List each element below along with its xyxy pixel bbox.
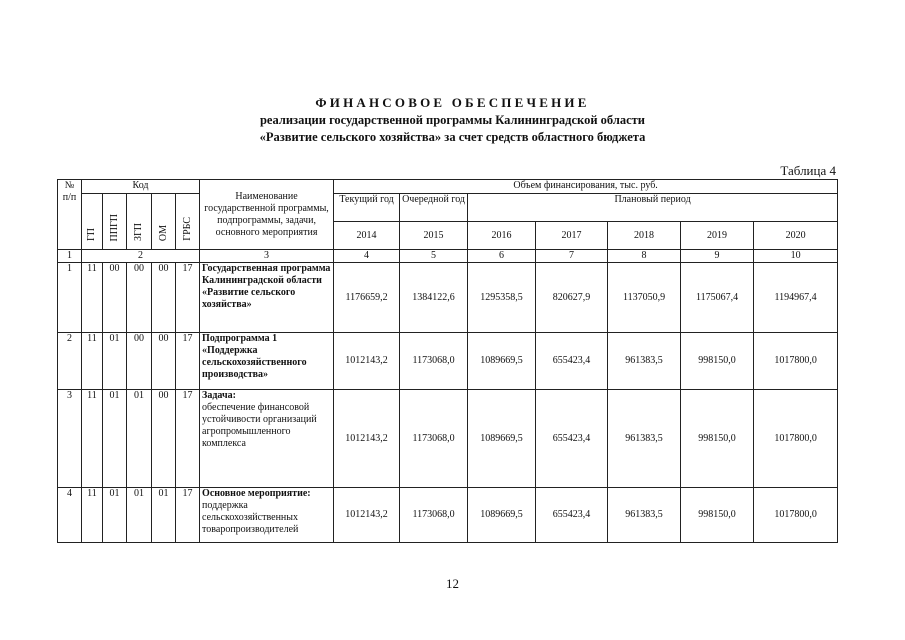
- header-next-year: Очередной год: [400, 194, 468, 222]
- value-cell: 961383,5: [608, 488, 681, 543]
- value-cell: 1175067,4: [681, 263, 754, 333]
- header-current-year: Текущий год: [334, 194, 400, 222]
- header-code-zgp: ЗГП: [127, 194, 152, 250]
- code-cell: 01: [103, 333, 127, 390]
- header-row-2: [58, 194, 838, 222]
- header-num: № п/п: [58, 180, 82, 250]
- title-subtitle-2: «Развитие сельского хозяйства» за счет средств областного бюджета: [259, 130, 646, 144]
- table-row: [58, 263, 838, 333]
- value-cell: 1089669,5: [468, 390, 536, 488]
- row-number-cell: 1: [58, 263, 82, 333]
- header-volume: Объем финансирования, тыс. руб.: [334, 180, 838, 194]
- value-cell: 655423,4: [536, 488, 608, 543]
- program-name-bold: Государственная программа Калининградской области «Развитие сельского хозяйства»: [202, 263, 331, 310]
- value-cell: 1384122,6: [400, 263, 468, 333]
- code-cell: 00: [127, 263, 152, 333]
- header-code-gp: ГП: [82, 194, 103, 250]
- code-cell: 17: [176, 390, 200, 488]
- value-cell: 1089669,5: [468, 488, 536, 543]
- code-cell: 01: [103, 488, 127, 543]
- value-cell: 961383,5: [608, 333, 681, 390]
- code-cell: 01: [127, 488, 152, 543]
- row-number-cell: 3: [58, 390, 82, 488]
- program-name-bold: Подпрограмма 1 «Поддержка сельскохозяйственного производства»: [202, 333, 307, 380]
- year-cell: 2019: [681, 222, 754, 250]
- year-cell: 2020: [754, 222, 838, 250]
- value-cell: 1176659,2: [334, 263, 400, 333]
- value-cell: 1295358,5: [468, 263, 536, 333]
- colnum-cell: 2: [82, 250, 200, 263]
- header-row-1: [58, 180, 838, 194]
- value-cell: 1012143,2: [334, 488, 400, 543]
- year-cell: 2017: [536, 222, 608, 250]
- code-cell: 17: [176, 333, 200, 390]
- table-row: [58, 333, 838, 390]
- program-name-cell: [200, 390, 334, 488]
- code-cell: 11: [82, 333, 103, 390]
- header-code-grbs: ГРБС: [176, 194, 200, 250]
- program-name-text: обеспечение финансовой устойчивости организаций агропромышленного комплекса: [202, 402, 317, 449]
- code-cell: 01: [152, 488, 176, 543]
- colnum-cell: 5: [400, 250, 468, 263]
- colnum-cell: 1: [58, 250, 82, 263]
- value-cell: 1017800,0: [754, 390, 838, 488]
- code-cell: 00: [152, 390, 176, 488]
- value-cell: 1173068,0: [400, 390, 468, 488]
- year-cell: 2015: [400, 222, 468, 250]
- program-name-cell: [200, 263, 334, 333]
- header-planned-period: Плановый период: [468, 194, 838, 222]
- year-cell: 2016: [468, 222, 536, 250]
- year-cell: 2018: [608, 222, 681, 250]
- value-cell: 820627,9: [536, 263, 608, 333]
- code-cell: 00: [152, 333, 176, 390]
- title-subtitle-1: реализации государственной программы Калининградской области: [259, 113, 646, 127]
- colnum-cell: 10: [754, 250, 838, 263]
- value-cell: 998150,0: [681, 333, 754, 390]
- program-name-cell: [200, 333, 334, 390]
- value-cell: 655423,4: [536, 333, 608, 390]
- header-code-om: ОМ: [152, 194, 176, 250]
- program-name-bold: Задача:: [202, 390, 236, 401]
- value-cell: 961383,5: [608, 390, 681, 488]
- value-cell: 1089669,5: [468, 333, 536, 390]
- financing-table: [57, 179, 838, 543]
- header-code: Код: [82, 180, 200, 194]
- program-name-text: поддержка сельскохозяйственных товаропроизводителей: [202, 500, 299, 535]
- colnum-cell: 7: [536, 250, 608, 263]
- code-cell: 17: [176, 488, 200, 543]
- code-cell: 17: [176, 263, 200, 333]
- table-row: [58, 488, 838, 543]
- code-cell: 01: [127, 390, 152, 488]
- value-cell: 1017800,0: [754, 488, 838, 543]
- value-cell: 1194967,4: [754, 263, 838, 333]
- colnum-cell: 6: [468, 250, 536, 263]
- code-cell: 00: [103, 263, 127, 333]
- page-number: 12: [446, 576, 459, 591]
- code-cell: 00: [152, 263, 176, 333]
- year-cell: 2014: [334, 222, 400, 250]
- program-name-bold: Основное мероприятие:: [202, 488, 311, 499]
- code-cell: 01: [103, 390, 127, 488]
- code-cell: 11: [82, 488, 103, 543]
- table-label: Таблица 4: [780, 163, 836, 178]
- colnum-cell: 3: [200, 250, 334, 263]
- header-name: Наименование государственной программы, подпрограммы, задачи, основного мероприятия: [200, 180, 334, 250]
- value-cell: 1173068,0: [400, 333, 468, 390]
- value-cell: 1012143,2: [334, 333, 400, 390]
- value-cell: 998150,0: [681, 488, 754, 543]
- colnum-cell: 9: [681, 250, 754, 263]
- document-title: [0, 94, 905, 146]
- code-cell: 00: [127, 333, 152, 390]
- value-cell: 998150,0: [681, 390, 754, 488]
- code-cell: 11: [82, 263, 103, 333]
- colnum-cell: 8: [608, 250, 681, 263]
- value-cell: 1012143,2: [334, 390, 400, 488]
- code-cell: 11: [82, 390, 103, 488]
- header-code-ppgp: ППГП: [103, 194, 127, 250]
- column-number-row: [58, 250, 838, 263]
- table-row: [58, 390, 838, 488]
- title-main: ФИНАНСОВОЕ ОБЕСПЕЧЕНИЕ: [315, 95, 590, 110]
- row-number-cell: 4: [58, 488, 82, 543]
- row-number-cell: 2: [58, 333, 82, 390]
- value-cell: 1017800,0: [754, 333, 838, 390]
- value-cell: 1137050,9: [608, 263, 681, 333]
- colnum-cell: 4: [334, 250, 400, 263]
- program-name-cell: [200, 488, 334, 543]
- value-cell: 1173068,0: [400, 488, 468, 543]
- value-cell: 655423,4: [536, 390, 608, 488]
